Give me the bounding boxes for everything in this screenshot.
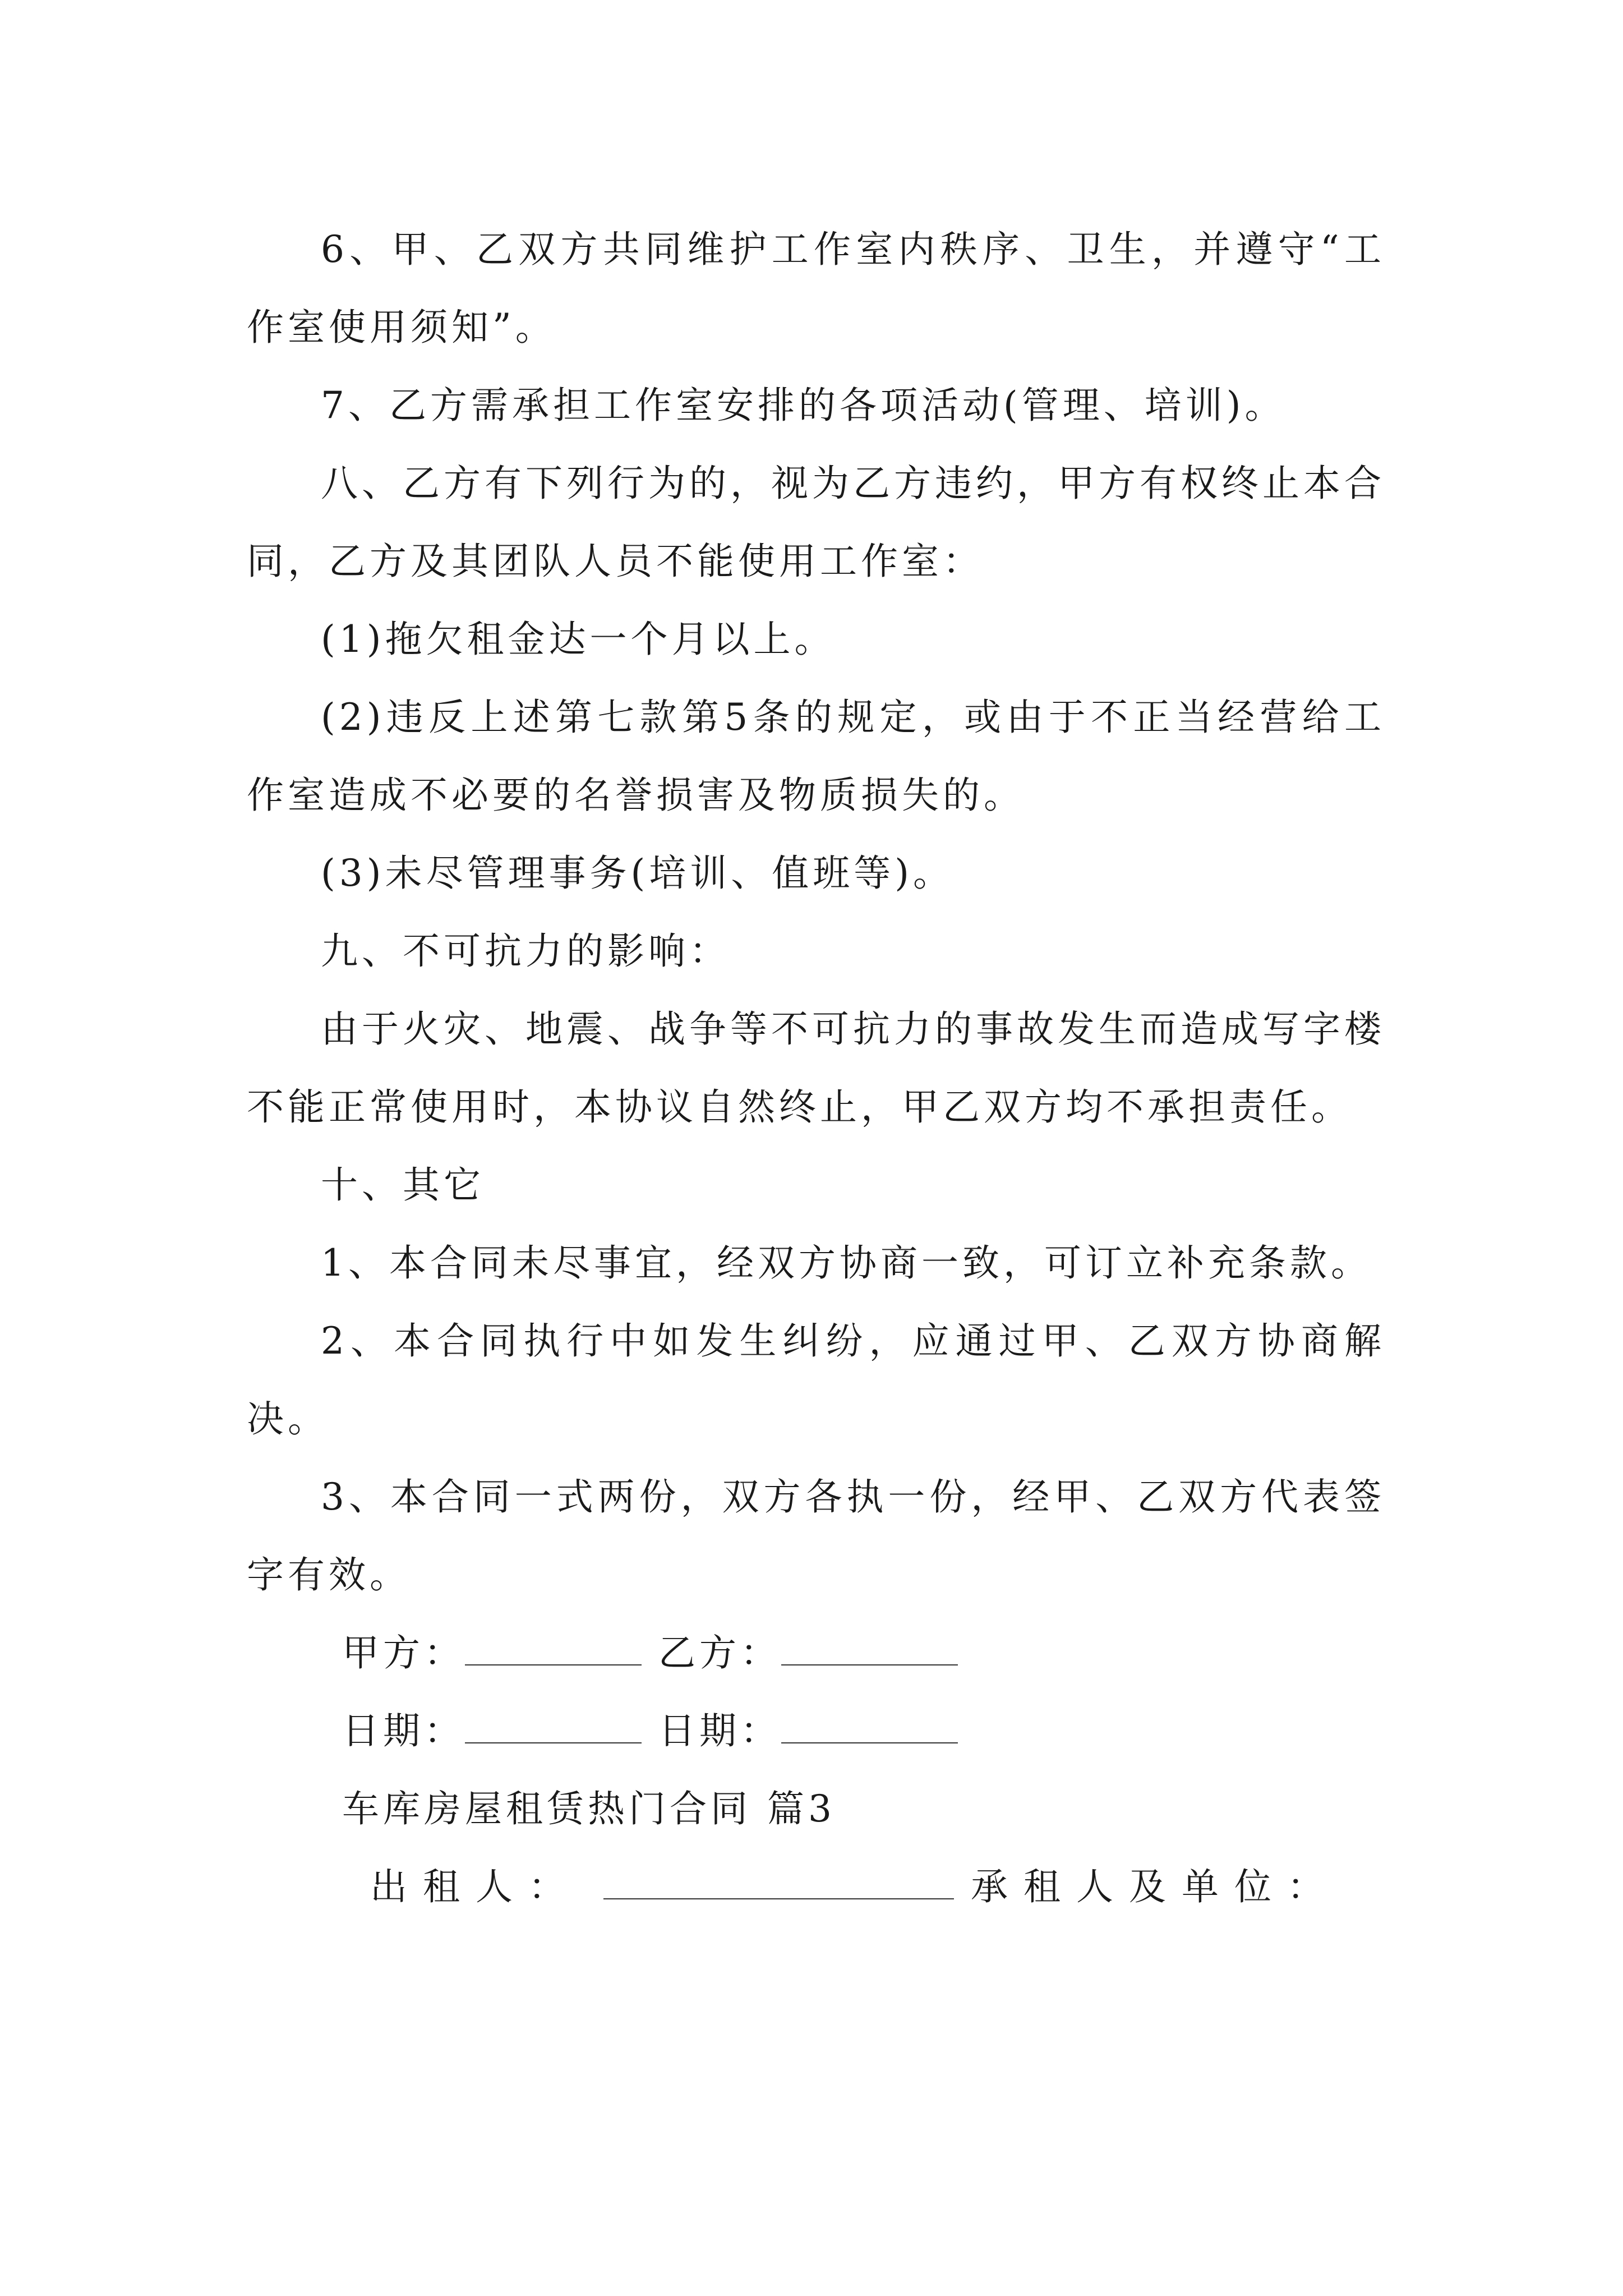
paragraph-force-majeure: 由于火灾、地震、战争等不可抗力的事故发生而造成写字楼不能正常使用时，本协议自然终止，甲乙双方均不承担责任。 — [247, 1007, 1385, 1129]
date-b-blank[interactable] — [781, 1709, 958, 1743]
paragraph-clause-7: 7、乙方需承担工作室安排的各项活动(管理、培训)。 — [321, 384, 1286, 427]
party-a-blank[interactable] — [465, 1631, 642, 1665]
signature-row-parties — [247, 1614, 1385, 1692]
lessor-blank[interactable] — [603, 1865, 954, 1899]
signature-row-dates — [247, 1692, 1385, 1770]
party-b-label: 乙方： — [658, 1631, 781, 1674]
paragraph-item-3: (3)未尽管理事务(培训、值班等)。 — [321, 852, 954, 895]
lessor-row — [247, 1848, 1385, 1926]
lessor-label: 出租人： — [370, 1865, 581, 1908]
paragraph-other-1: 1、本合同未尽事宜，经双方协商一致，可订立补充条款。 — [321, 1241, 1372, 1285]
document-body — [247, 210, 1385, 1926]
paragraph-clause-6: 6、甲、乙双方共同维护工作室内秩序、卫生，并遵守“工作室使用须知”。 — [247, 228, 1385, 349]
party-a-label: 甲方： — [342, 1631, 465, 1674]
lessee-label: 承租人及单位： — [971, 1865, 1340, 1908]
paragraph-item-1: (1)拖欠租金达一个月以上。 — [321, 618, 836, 661]
paragraph-other-3: 3、本合同一式两份，双方各执一份，经甲、乙双方代表签字有效。 — [247, 1475, 1385, 1596]
paragraph-other-2: 2、本合同执行中如发生纠纷，应通过甲、乙双方协商解决。 — [247, 1319, 1385, 1441]
paragraph-item-2: (2)违反上述第七款第5条的规定，或由于不正当经营给工作室造成不必要的名誉损害及物质损失的。 — [247, 696, 1385, 817]
section-title: 车库房屋租赁热门合同 篇3 — [342, 1787, 836, 1830]
paragraph-section-8: 八、乙方有下列行为的，视为乙方违约，甲方有权终止本合同，乙方及其团队人员不能使用工作室： — [247, 462, 1385, 583]
paragraph-section-9-heading: 九、不可抗力的影响： — [321, 930, 730, 973]
party-b-blank[interactable] — [781, 1631, 958, 1665]
date-a-blank[interactable] — [465, 1709, 642, 1743]
date-b-label: 日期： — [658, 1709, 781, 1752]
paragraph-section-10-heading: 十、其它 — [321, 1163, 485, 1207]
date-a-label: 日期： — [342, 1709, 465, 1752]
